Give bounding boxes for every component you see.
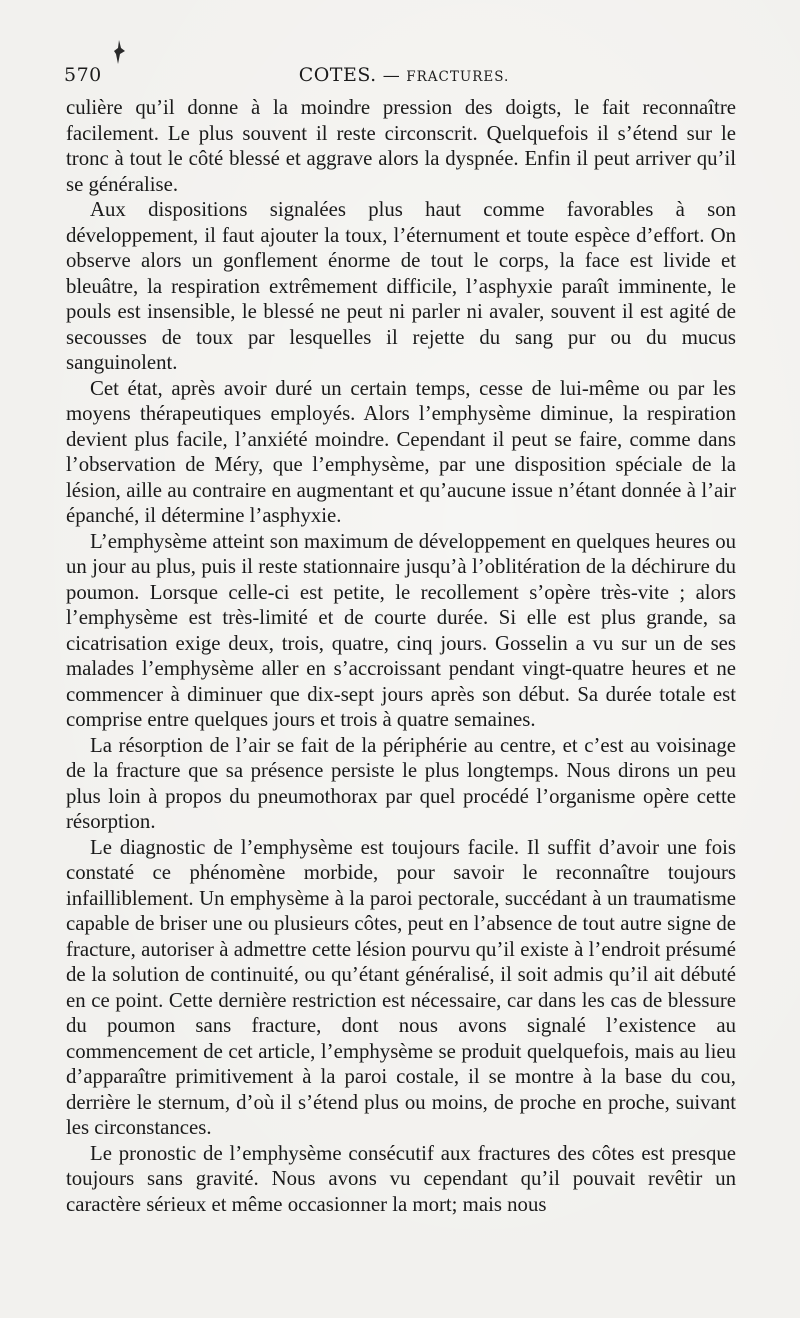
page-header (62, 64, 736, 92)
paragraph: Aux dispositions signalées plus haut comme favorables à son développement, il faut ajouter la toux, l’éternument et toute espèce d’effort. On observe alors un gonflement énorme de tout le corps, la face est livide et bleuâtre, la respiration extrêmement difficile, l’asphyxie paraît imminente, le pouls est insensible, le blessé ne peut ni parler ni avaler, souvent il est agité de secousses de toux par lesquelles il rejette du sang pur ou du mucus sanguinolent. (66, 198, 736, 374)
ink-mark-icon (112, 38, 128, 66)
paragraph: Le diagnostic de l’emphysème est toujours facile. Il suffit d’avoir une fois constaté ce phénomène morbide, pour savoir le reconnaître toujours infailliblement. Un emphysème à la paroi pectorale, succédant à un traumatisme capable de briser une ou plusieurs côtes, peut en l’absence de tout autre signe de fracture, autoriser à admettre cette lésion pourvu qu’il existe à l’endroit présumé de la solution de continuité, ou qu’étant généralisé, il soit admis qu’il ait débuté en ce point. Cette dernière restriction est nécessaire, car dans les cas de blessure du poumon sans fracture, dont nous avons signalé l’existence au commencement de cet article, l’emphysème se produit quelquefois, mais au lieu d’apparaître primitivement à la paroi costale, il se montre à la base du cou, derrière le sternum, d’où il s’étend plus ou moins, de proche en proche, suivant les circonstances. (66, 835, 736, 1139)
paragraph: culière qu’il donne à la moindre pression des doigts, le fait reconnaître facilement. Le plus souvent il reste circonscrit. Quelquefois il s’étend sur le tronc à tout le côté blessé et aggrave alors la dyspnée. Enfin il peut arriver qu’il se généralise. (66, 96, 736, 196)
paragraph: Le pronostic de l’emphysème consécutif aux fractures des côtes est presque toujours sans gravité. Nous avons vu cependant qu’il pouvait revêtir un caractère sérieux et même occasionner la mort; mais nous (66, 1141, 736, 1216)
paragraph: L’emphysème atteint son maximum de développement en quelques heures ou un jour au plus, puis il reste stationnaire jusqu’à l’oblitération de la déchirure du poumon. Lorsque celle-ci est petite, le recollement s’opère très-vite ; alors l’emphysème est très-limité et de courte durée. Si elle est plus grande, sa cicatrisation exige deux, trois, quatre, cinq jours. Gosselin a vu sur un de ses malades l’emphysème aller en s’accroissant pendant vingt-quatre heures et ne commencer à diminuer que dix-sept jours après son début. Sa durée totale est comprise entre quelques jours et trois à quatre semaines. (66, 529, 736, 731)
running-title-separator: — (382, 66, 401, 86)
body-text (66, 95, 736, 1217)
running-title (62, 64, 736, 86)
paragraph: Cet état, après avoir duré un certain temps, cesse de lui-même ou par les moyens thérapeutiques employés. Alors l’emphysème diminue, la respiration devient plus facile, l’anxiété moindre. Cependant il peut se faire, comme dans l’observation de Méry, que l’emphysème, par une disposition spéciale de la lésion, aille au contraire en augmentant et qu’aucune issue n’étant donnée à l’air épanché, il détermine l’asphyxie. (66, 376, 736, 527)
running-title-main: COTES. (298, 64, 377, 86)
running-title-sub: FRACTURES. (406, 69, 510, 85)
page-number: 570 (64, 64, 102, 86)
paragraph: La résorption de l’air se fait de la périphérie au centre, et c’est au voisinage de la fracture que sa présence persiste le plus longtemps. Nous dirons un peu plus loin à propos du pneumothorax par quel procédé l’organisme opère cette résorption. (66, 733, 736, 833)
